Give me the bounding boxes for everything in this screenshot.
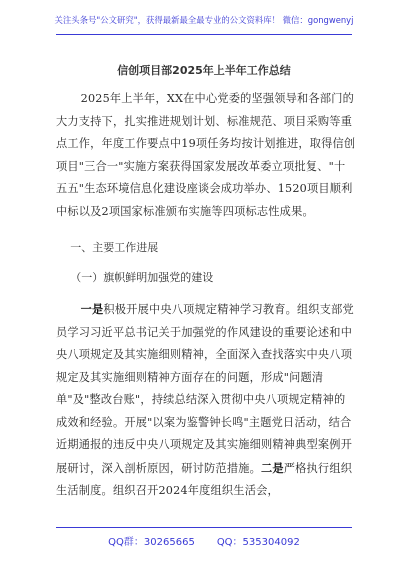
subsection-heading: （一）旗帜鲜明加强党的建设 [70, 271, 214, 284]
header-divider [56, 34, 352, 35]
footer-divider [56, 527, 352, 528]
first-point-lead: 一是 [80, 302, 104, 316]
page-footer [0, 533, 408, 548]
body-paragraph [56, 298, 356, 503]
document-title: 信创项目部2025年上半年工作总结 [117, 64, 291, 77]
second-point-text: 严格执行组织生活制度。组织召开2024年度组织生活会， [56, 461, 353, 497]
section-heading: 一、主要工作进展 [70, 241, 159, 254]
page-header: 关注头条号"公文研究"，获得最新最全最专业的公文资料库！ 微信：gongwenyj [54, 15, 354, 25]
document-body [56, 88, 356, 503]
intro-paragraph: 2025年上半年，XX在中心党委的坚强领导和各部门的大力支持下，扎实推进规划计划、标准规范、项目采购等重点工作，年度工作要点中19项任务均按计划推进，取得信创项目"三合一"实施方案获得国家发展改革委立项批复、"十五五"生态环境信息化建设座谈会成功举办、1520项目顺利中标以及2项国家标准颁布实施等四项标志性成果。 [56, 92, 356, 218]
second-point-lead: 二是 [260, 460, 284, 475]
qq-contact-number: QQ：535304092 [216, 537, 300, 548]
qq-group-number: QQ群：30265665 [108, 537, 195, 548]
first-point-text: 积极开展中央八项规定精神学习教育。组织支部党员学习习近平总书记关于加强党的作风建设的重要论述和中央八项规定及其实施细则精神，全面深入查找落实中央八项规定及其实施细则精神方面存在的问题，形成"问题清单"及"整改台账"，持续总结深入贯彻中央八项规定精神的成效和经验。开展"以案为鉴警钟长鸣"主题党日活动，结合近期通报的违反中央八项规定及其实施细则精神典型案例开展研讨，深入剖析原因，研讨防范措施。 [56, 303, 354, 475]
